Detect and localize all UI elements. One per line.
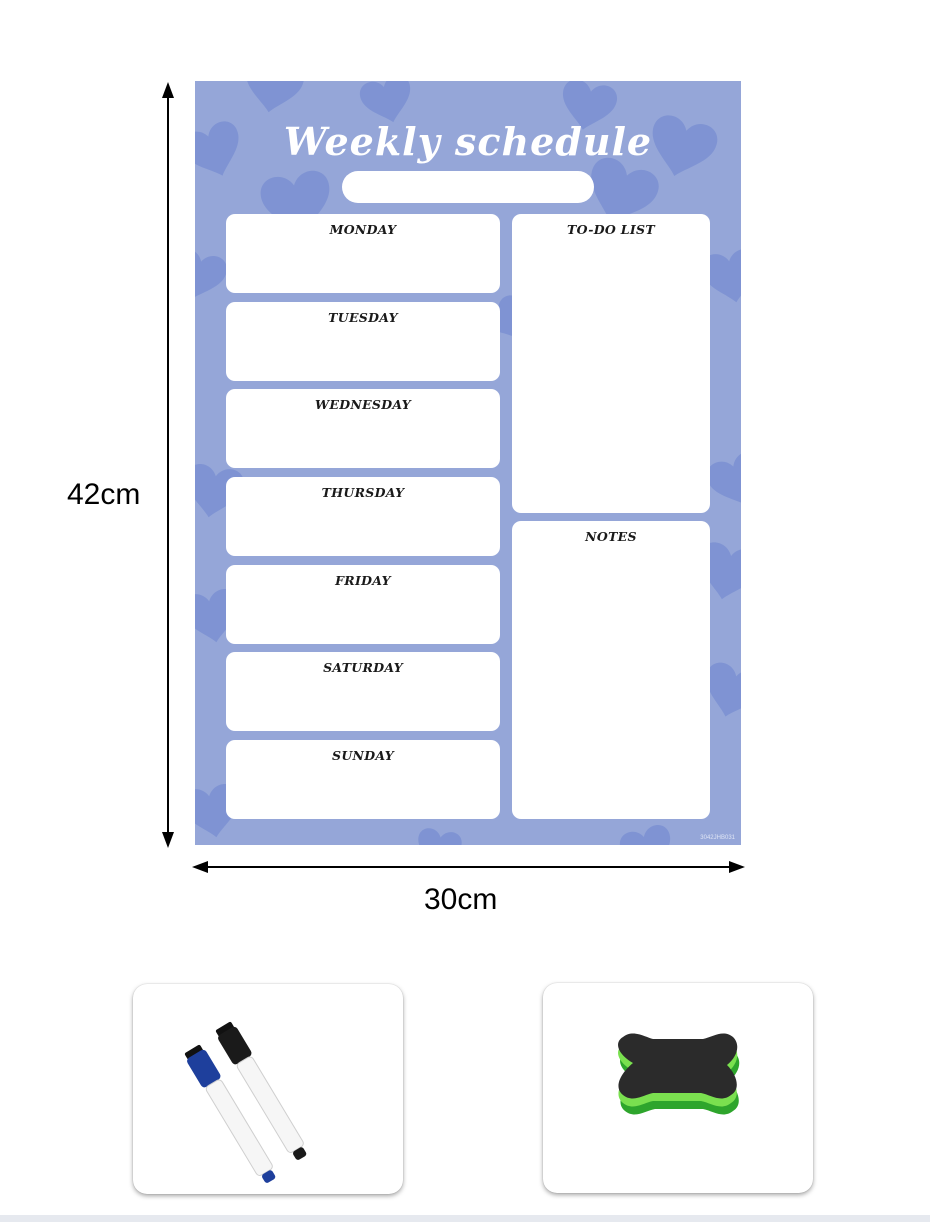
day-box-sunday[interactable] (226, 740, 500, 819)
bottom-strip (0, 1215, 930, 1222)
todo-list-label: TO-DO LIST (567, 222, 655, 237)
day-label: SATURDAY (323, 660, 403, 675)
day-label: SUNDAY (332, 748, 394, 763)
whiteboard-markers-icon (133, 984, 403, 1194)
markers-card (133, 984, 403, 1194)
day-box-tuesday[interactable] (226, 302, 500, 381)
day-box-wednesday[interactable] (226, 389, 500, 468)
day-label: MONDAY (329, 222, 397, 237)
day-label: TUESDAY (328, 310, 398, 325)
eraser-card (543, 983, 813, 1193)
magnetic-eraser-icon (543, 983, 813, 1193)
notes-label: NOTES (585, 529, 637, 544)
notes-box[interactable] (512, 521, 710, 819)
day-box-monday[interactable] (226, 214, 500, 293)
name-field[interactable] (342, 171, 594, 203)
day-label: THURSDAY (321, 485, 405, 500)
weekly-schedule-board (195, 81, 741, 845)
day-box-thursday[interactable] (226, 477, 500, 556)
day-box-saturday[interactable] (226, 652, 500, 731)
day-label: WEDNESDAY (315, 397, 411, 412)
board-title: Weekly schedule (283, 119, 653, 164)
day-box-friday[interactable] (226, 565, 500, 644)
width-label: 30cm (424, 883, 498, 916)
todo-list-box[interactable] (512, 214, 710, 513)
product-code: 3042JHB031 (700, 835, 735, 841)
day-label: FRIDAY (335, 573, 391, 588)
height-label: 42cm (67, 478, 141, 511)
